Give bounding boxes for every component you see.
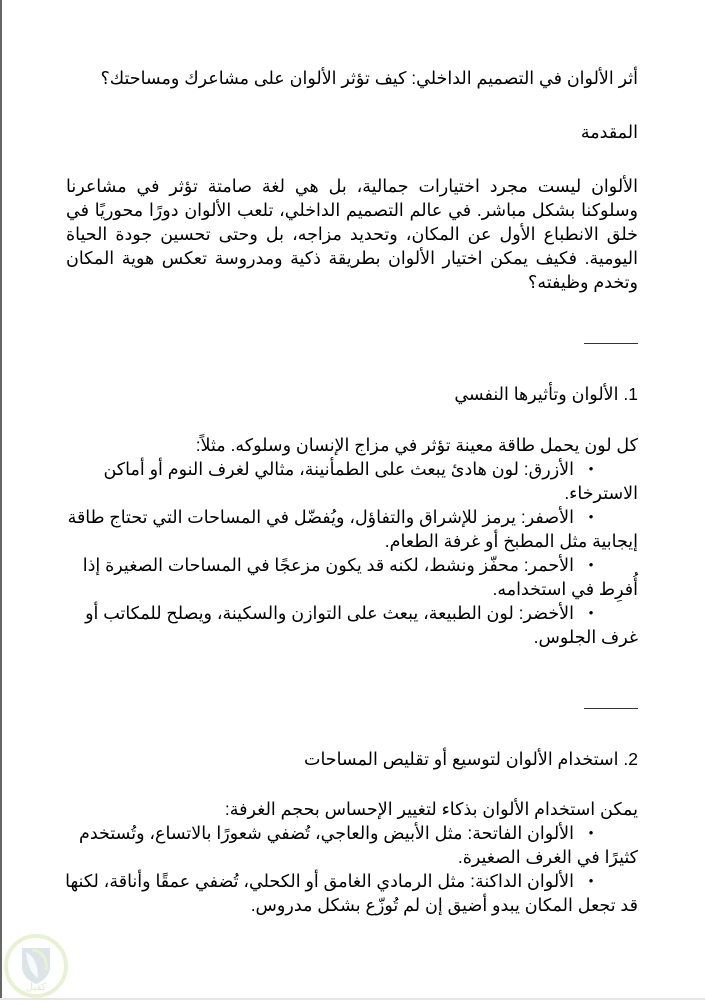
bullet-item-dark-colors	[66, 869, 638, 893]
bullet-item-blue	[66, 457, 638, 481]
section1-body	[66, 433, 638, 649]
bullet-text: الألوان الداكنة: مثل الرمادي الغامق أو الكحلي، تُضفي عمقًا وأناقة، لكنها	[65, 871, 574, 891]
document-title: أثر الألوان في التصميم الداخلي: كيف تؤثر الألوان على مشاعرك ومساحتك؟	[100, 68, 638, 88]
bullet-text: الأزرق: لون هادئ يبعث على الطمأنينة، مثالي لغرف النوم أو أماكن	[103, 459, 574, 479]
section-divider	[584, 343, 638, 344]
bullet-item-red	[66, 553, 638, 577]
bullet-text: الأصفر: يرمز للإشراق والتفاؤل، ويُفضّل في المساحات التي تحتاج طاقة	[67, 507, 574, 527]
intro-heading: المقدمة	[580, 122, 638, 142]
watermark-logo	[2, 932, 70, 1000]
bullet-continuation: أُفرِط في استخدامه.	[492, 579, 638, 599]
intro-line: اليومية. فكيف يمكن اختيار الألوان بطريقة ذكية ومدروسة تعكس هوية المكان	[66, 248, 638, 268]
bullet-continuation: كثيرًا في الغرف الصغيرة.	[457, 847, 638, 867]
bullet-icon: •	[588, 557, 594, 572]
bullet-icon: •	[588, 873, 594, 888]
intro-line: الألوان ليست مجرد اختيارات جمالية، بل هي لغة صامتة تؤثر في مشاعرنا	[66, 176, 638, 196]
bullet-text: الأخضر: لون الطبيعة، يبعث على التوازن والسكينة، ويصلح للمكاتب أو	[85, 603, 574, 623]
bullet-item-yellow	[66, 505, 638, 529]
bullet-item-green	[66, 601, 638, 625]
bullet-continuation: غرف الجلوس.	[533, 627, 638, 647]
section1-lead: كل لون يحمل طاقة معينة تؤثر في مزاج الإنسان وسلوكه. مثلاً:	[195, 435, 638, 455]
bullet-icon: •	[588, 605, 594, 620]
bullet-text: الألوان الفاتحة: مثل الأبيض والعاجي، تُضفي شعورًا بالاتساع، وتُستخدم	[79, 823, 574, 843]
watermark-text: كفيل	[25, 982, 47, 993]
page-left-border	[0, 0, 2, 1000]
section2-body	[66, 797, 638, 917]
intro-line: وتخدم وظيفته؟	[528, 272, 638, 292]
section-divider	[584, 708, 638, 709]
bullet-continuation: قد تجعل المكان يبدو أضيق إن لم تُوزّع بشكل مدروس.	[250, 895, 638, 915]
bullet-icon: •	[588, 461, 594, 476]
intro-line: خلق الانطباع الأول عن المكان، وتحديد مزاجه، بل وحتى تحسين جودة الحياة	[66, 224, 638, 244]
bullet-continuation: الاسترخاء.	[564, 483, 638, 503]
section1-heading: 1. الألوان وتأثيرها النفسي	[454, 384, 638, 404]
intro-paragraph	[66, 174, 638, 294]
bullet-text: الأحمر: محفّز ونشط، لكنه قد يكون مزعجًا في المساحات الصغيرة إذا	[82, 555, 574, 575]
bullet-continuation: إيجابية مثل المطبخ أو غرفة الطعام.	[384, 531, 638, 551]
section2-lead: يمكن استخدام الألوان بذكاء لتغيير الإحساس بحجم الغرفة:	[224, 799, 638, 819]
bullet-item-light-colors	[66, 821, 638, 845]
intro-line: وسلوكنا بشكل مباشر. في عالم التصميم الداخلي، تلعب الألوان دورًا محوريًا في	[66, 200, 638, 220]
bullet-icon: •	[588, 825, 594, 840]
section2-heading: 2. استخدام الألوان لتوسيع أو تقليص المساحات	[303, 749, 638, 769]
bullet-icon: •	[588, 509, 594, 524]
